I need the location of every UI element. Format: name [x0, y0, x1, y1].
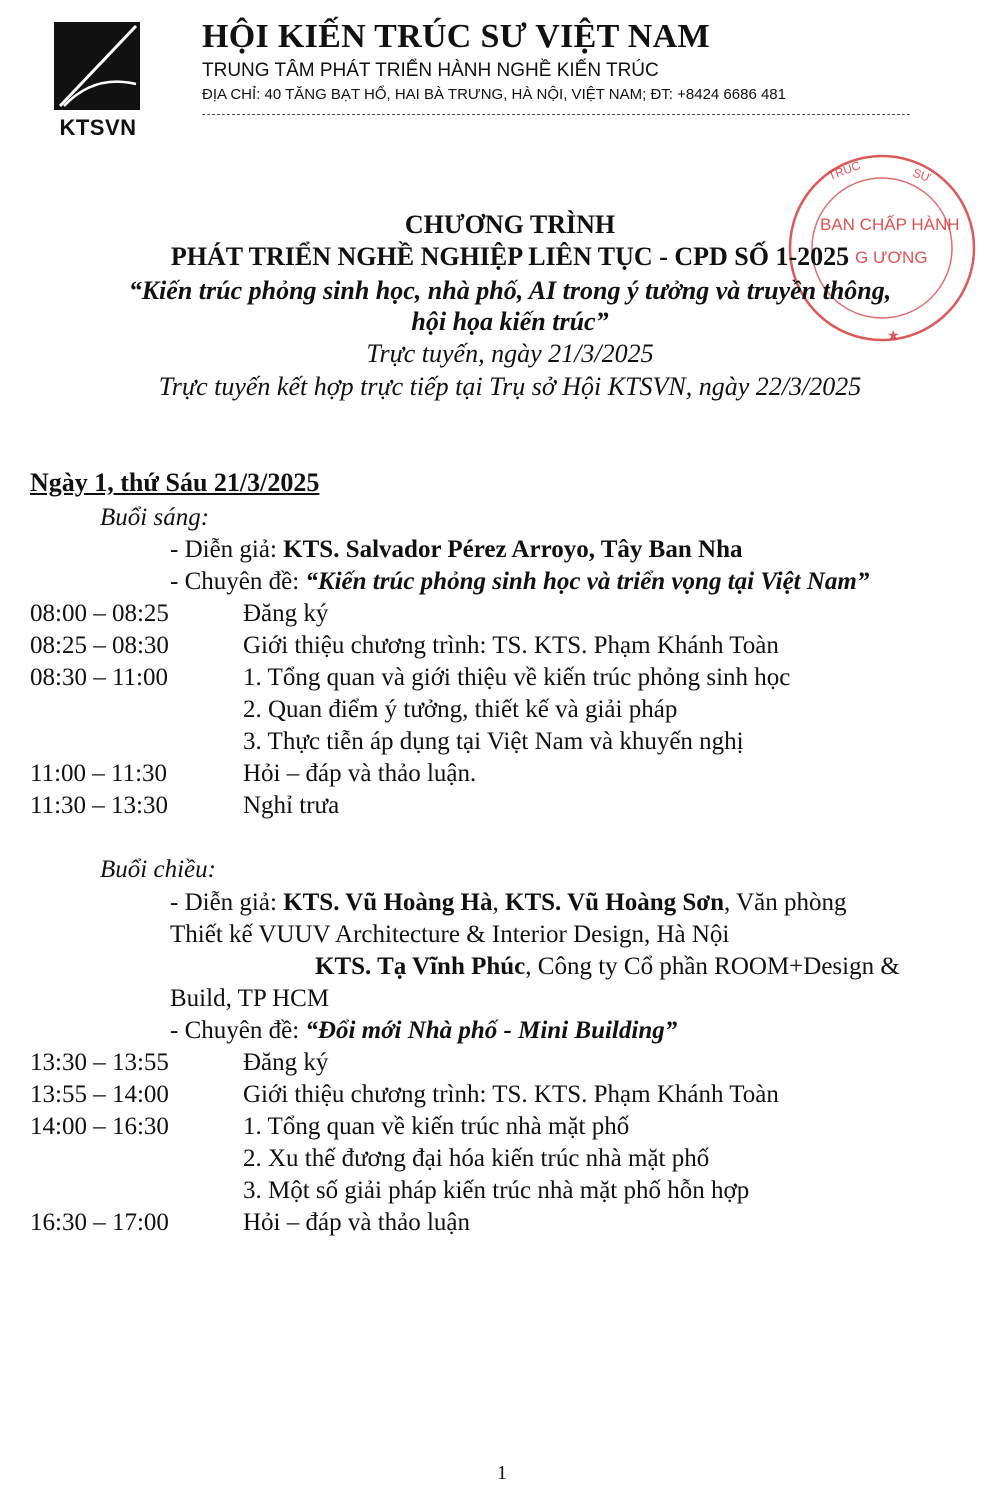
stamp-text-line2: G ƯƠNG: [855, 248, 928, 267]
speaker-prefix: - Diễn giả:: [170, 889, 284, 916]
schedule-activity: Hỏi – đáp và thảo luận.: [243, 760, 477, 787]
schedule-activity: Giới thiệu chương trình: TS. KTS. Phạm Khánh Toàn: [243, 632, 779, 659]
speaker-separator: ,: [492, 889, 505, 916]
afternoon-speakers-line2: Thiết kế VUUV Architecture & Interior Design, Hà Nội: [170, 921, 730, 948]
schedule-activity: Đăng ký: [243, 600, 329, 627]
program-date-online: Trực tuyến, ngày 21/3/2025: [366, 339, 654, 368]
program-theme-line1: “Kiến trúc phỏng sinh học, nhà phố, AI trong ý tưởng và truyền thông,: [128, 276, 892, 305]
afternoon-speaker3-line2: Build, TP HCM: [170, 985, 330, 1012]
ktsvn-logo: [52, 22, 142, 140]
program-date-hybrid: Trực tuyến kết hợp trực tiếp tại Trụ sở Hội KTSVN, ngày 22/3/2025: [158, 372, 862, 401]
org-name: HỘI KIẾN TRÚC SƯ VIỆT NAM: [202, 18, 710, 55]
speaker-name: KTS. Vũ Hoàng Hà: [283, 889, 493, 916]
speaker-name: KTS. Vũ Hoàng Sơn: [505, 889, 725, 916]
svg-text:★: ★: [887, 327, 900, 343]
program-subtitle: PHÁT TRIỂN NGHỀ NGHIỆP LIÊN TỤC - CPD SỐ 1-2025: [170, 242, 850, 271]
afternoon-speaker3-line1: [315, 953, 900, 981]
topic-prefix: - Chuyên đề:: [170, 568, 306, 595]
topic-title: “Đổi mới Nhà phố - Mini Building”: [305, 1017, 678, 1044]
schedule-time: 14:00 – 16:30: [30, 1113, 169, 1140]
schedule-activity: 1. Tổng quan và giới thiệu về kiến trúc phỏng sinh học: [243, 664, 791, 691]
stamp-text-line1: BAN CHẤP HÀNH: [820, 215, 960, 234]
schedule-activity: 2. Xu thế đương đại hóa kiến trúc nhà mặt phố: [243, 1145, 710, 1172]
schedule-activity: Nghỉ trưa: [243, 792, 340, 819]
org-subtitle: TRUNG TÂM PHÁT TRIỂN HÀNH NGHỀ KIẾN TRÚC: [202, 60, 659, 81]
logo-emblem-icon: [54, 22, 140, 110]
svg-text:TRÚC: TRÚC: [826, 158, 863, 183]
schedule-time: 16:30 – 17:00: [30, 1209, 169, 1236]
speaker-name: KTS. Salvador Pérez Arroyo, Tây Ban Nha: [283, 536, 743, 563]
schedule-activity: Hỏi – đáp và thảo luận: [243, 1209, 471, 1236]
schedule-activity: 1. Tổng quan về kiến trúc nhà mặt phố: [243, 1113, 630, 1140]
schedule-activity: Đăng ký: [243, 1049, 329, 1076]
speaker-prefix: - Diễn giả:: [170, 536, 284, 563]
logo-text: KTSVN: [59, 115, 137, 140]
session-label-morning: Buổi sáng:: [100, 504, 210, 531]
schedule-time: 11:30 – 13:30: [30, 792, 168, 819]
topic-title: “Kiến trúc phỏng sinh học và triển vọng tại Việt Nam”: [305, 568, 870, 595]
session-label-afternoon: Buổi chiều:: [100, 856, 216, 883]
speaker-affiliation: , Công ty Cổ phần ROOM+Design &: [525, 953, 900, 980]
svg-text:SƯ: SƯ: [910, 165, 933, 186]
day-heading: Ngày 1, thứ Sáu 21/3/2025: [30, 468, 320, 497]
program-theme-line2: hội họa kiến trúc”: [411, 307, 609, 336]
logo-mark: [54, 22, 140, 110]
org-address: ĐỊA CHỈ: 40 TĂNG BẠT HỔ, HAI BÀ TRƯNG, HÀ NỘI, VIỆT NAM; ĐT: +8424 6686 481: [202, 86, 786, 103]
afternoon-topic: [170, 1017, 677, 1045]
schedule-activity: 3. Một số giải pháp kiến trúc nhà mặt phố hỗn hợp: [243, 1177, 750, 1204]
header-divider: [202, 114, 910, 115]
schedule-time: 11:00 – 11:30: [30, 760, 168, 787]
schedule-time: 13:30 – 13:55: [30, 1049, 169, 1076]
schedule-time: 13:55 – 14:00: [30, 1081, 169, 1108]
topic-prefix: - Chuyên đề:: [170, 1017, 306, 1044]
morning-topic: [170, 568, 869, 596]
schedule-time: 08:30 – 11:00: [30, 664, 168, 691]
speaker-affiliation: , Văn phòng: [724, 889, 847, 916]
speaker-name: KTS. Tạ Vĩnh Phúc: [315, 953, 526, 980]
page-number: 1: [497, 1462, 507, 1484]
schedule-time: 08:25 – 08:30: [30, 632, 169, 659]
schedule-activity: 2. Quan điểm ý tưởng, thiết kế và giải pháp: [243, 696, 678, 723]
program-title: CHƯƠNG TRÌNH: [404, 210, 616, 239]
schedule-activity: Giới thiệu chương trình: TS. KTS. Phạm Khánh Toàn: [243, 1081, 779, 1108]
schedule-activity: 3. Thực tiễn áp dụng tại Việt Nam và khuyến nghị: [243, 728, 744, 755]
schedule-time: 08:00 – 08:25: [30, 600, 169, 627]
afternoon-speakers-line1: [170, 889, 846, 917]
morning-speaker: [170, 536, 742, 564]
